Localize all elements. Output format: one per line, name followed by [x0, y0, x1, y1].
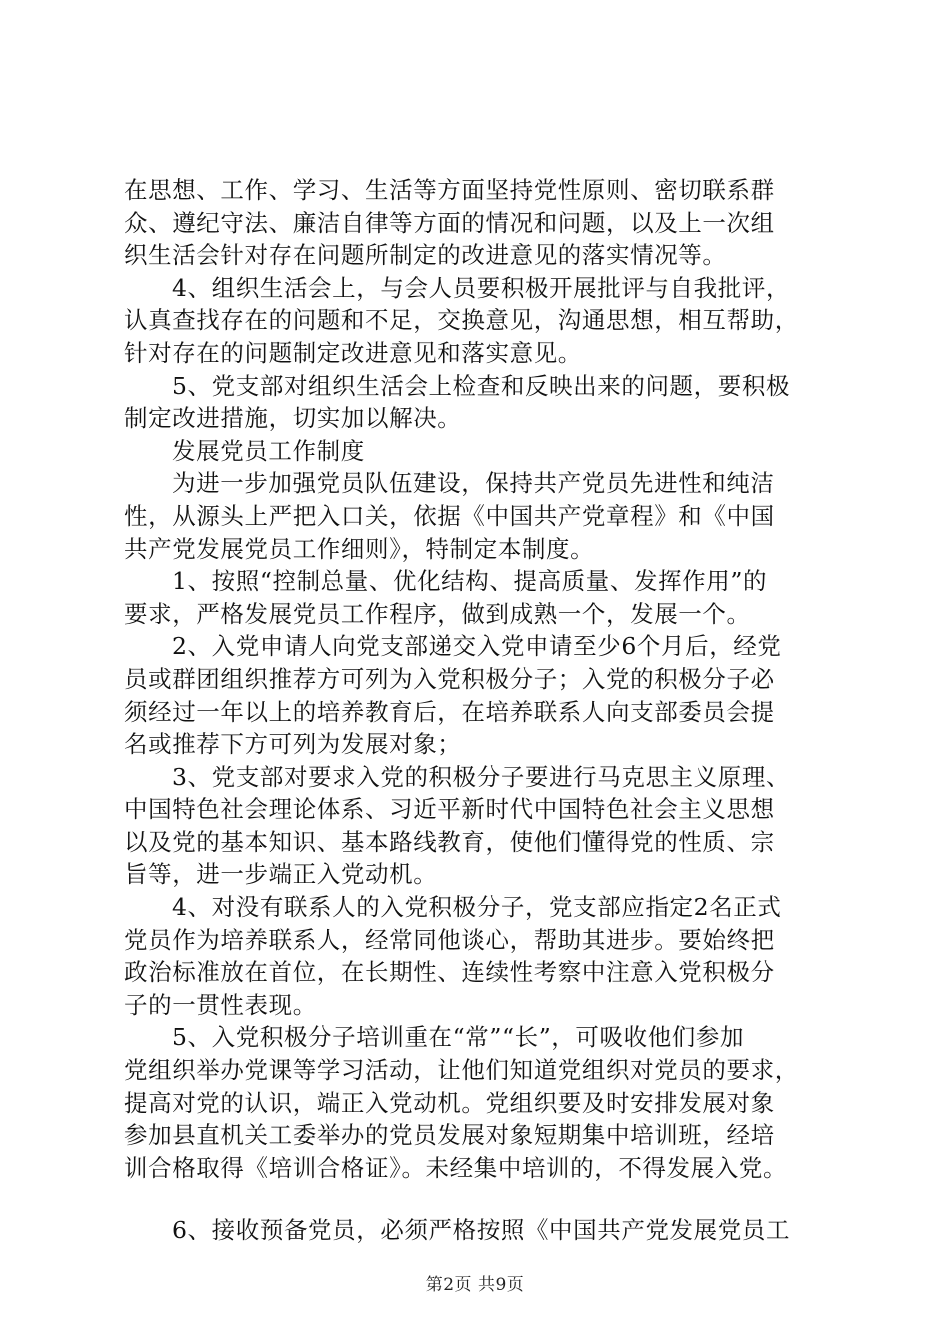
- paragraph-start-line: 2、入党申请人向党支部递交入党申请至少6个月后，经党: [172, 632, 782, 661]
- text-line: 党员作为培养联系人，经常同他谈心，帮助其进步。要始终把: [124, 925, 775, 954]
- paragraph-start-line: 4、组织生活会上，与会人员要积极开展批评与自我批评，: [172, 273, 791, 302]
- page-indicator: 第2页 共9页: [425, 1275, 525, 1295]
- text-line: 子的一贯性表现。: [124, 990, 317, 1019]
- paragraph-start-line: 为进一步加强党员队伍建设，保持共产党员先进性和纯洁: [172, 469, 775, 498]
- text-line: 在思想、工作、学习、生活等方面坚持党性原则、密切联系群: [124, 176, 775, 204]
- paragraph-start-line: 1、按照“控制总量、优化结构、提高质量、发挥作用”的: [172, 567, 768, 596]
- text-line: 针对存在的问题制定改进意见和落实意见。: [124, 338, 582, 367]
- text-line: 制定改进措施，切实加以解决。: [124, 404, 462, 433]
- text-line: 认真查找存在的问题和不足，交换意见，沟通思想，相互帮助，: [124, 306, 799, 335]
- section-heading: 发展党员工作制度: [172, 436, 365, 465]
- paragraph-start-line: 4、对没有联系人的入党积极分子，党支部应指定2名正式: [172, 893, 782, 922]
- text-line: 参加县直机关工委举办的党员发展对象短期集中培训班，经培: [124, 1121, 775, 1150]
- text-line: 旨等，进一步端正入党动机。: [124, 860, 438, 889]
- text-line: 性，从源头上严把入口关，依据《中国共产党章程》和《中国: [124, 501, 775, 530]
- text-line: 以及党的基本知识、基本路线教育，使他们懂得党的性质、宗: [124, 827, 775, 856]
- text-line: 须经过一年以上的培养教育后，在培养联系人向支部委员会提: [124, 697, 775, 726]
- text-line: 织生活会针对存在问题所制定的改进意见的落实情况等。: [124, 241, 727, 270]
- text-line: 要求，严格发展党员工作程序，做到成熟一个，发展一个。: [124, 599, 751, 628]
- paragraph-start-line: 5、入党积极分子培训重在“常”“长”，可吸收他们参加: [172, 1023, 745, 1052]
- text-line: 党组织举办党课等学习活动，让他们知道党组织对党员的要求，: [124, 1056, 799, 1085]
- text-line: 众、遵纪守法、廉洁自律等方面的情况和问题，以及上一次组: [124, 208, 775, 237]
- text-line: 中国特色社会理论体系、习近平新时代中国特色社会主义思想: [124, 795, 775, 824]
- document-body: [124, 174, 844, 1247]
- text-line: 共产党发展党员工作细则》，特制定本制度。: [124, 534, 595, 563]
- paragraph-start-line: 3、党支部对要求入党的积极分子要进行马克思主义原理、: [172, 762, 791, 791]
- text-line: 员或群团组织推荐方可列为入党积极分子；入党的积极分子必: [124, 664, 775, 693]
- text-line: 政治标准放在首位，在长期性、连续性考察中注意入党积极分: [124, 958, 775, 987]
- paragraph-gap: [124, 1184, 844, 1214]
- text-line: 名或推荐下方可列为发展对象；: [124, 730, 462, 759]
- paragraph-start-line: 6、接收预备党员，必须严格按照《中国共产党发展党员工: [172, 1216, 791, 1245]
- text-line: 提高对党的认识，端正入党动机。党组织要及时安排发展对象: [124, 1088, 775, 1117]
- text-line: 训合格取得《培训合格证》。未经集中培训的，不得发展入党。: [124, 1153, 788, 1182]
- paragraph-start-line: 5、党支部对组织生活会上检查和反映出来的问题，要积极: [172, 371, 791, 400]
- page-footer: [0, 1270, 950, 1295]
